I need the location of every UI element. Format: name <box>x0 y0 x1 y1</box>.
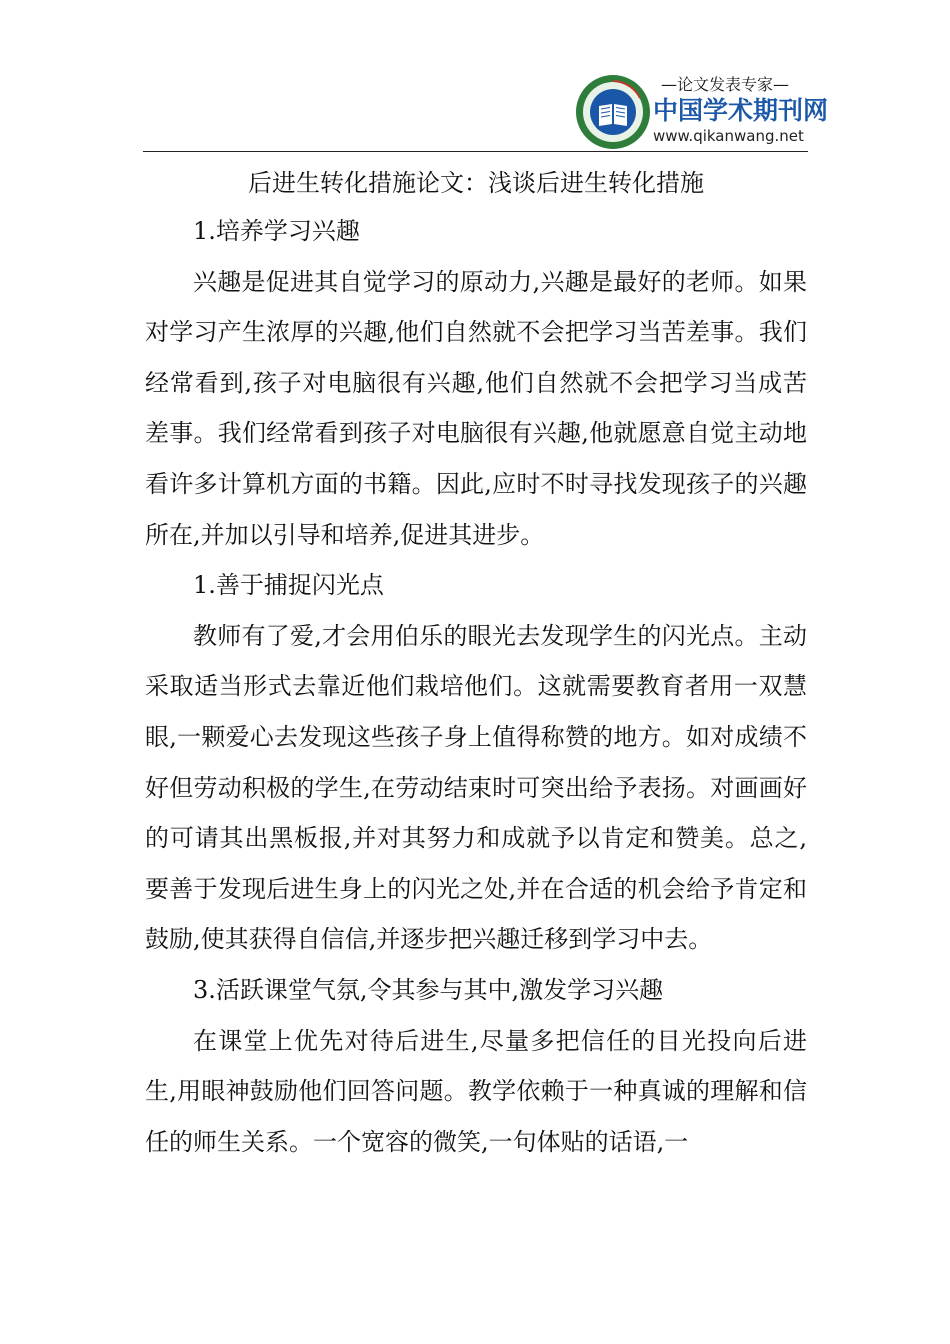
logo-url[interactable]: www.qikanwang.net <box>653 127 804 145</box>
article-title: 后进生转化措施论文：浅谈后进生转化措施 <box>248 169 704 197</box>
section-heading-1: 1.培养学习兴趣 <box>193 217 360 245</box>
paragraph-2: 教师有了爱,才会用伯乐的眼光去发现学生的闪光点。主动采取适当形式去靠近他们栽培他们。这就需要教育者用一双慧眼,一颗爱心去发现这些孩子身上值得称赞的地方。如对成绩不好但劳动积极的学生,在劳动结束时可突出给予表扬。对画画好的可请其出黑板报,并对其努力和成就予以肯定和赞美。总之,要善于发现后进生身上的闪光之处,并在合适的机会给予肯定和鼓励,使其获得自信信,并逐步把兴趣迁移到学习中去。 <box>145 621 807 954</box>
logo-tagline: —论文发表专家— <box>661 75 790 94</box>
paragraph-3: 在课堂上优先对待后进生,尽量多把信任的目光投向后进生,用眼神鼓励他们回答问题。教学依赖于一种真诚的理解和信任的师生关系。一个宽容的微笑,一句体贴的话语,一 <box>145 1026 807 1156</box>
logo-emblem-icon <box>575 74 651 150</box>
logo-text <box>653 74 829 146</box>
section-heading-3: 3.活跃课堂气氛,令其参与其中,激发学习兴趣 <box>193 975 664 1004</box>
header-divider <box>143 151 808 152</box>
section-heading-2: 1.善于捕捉闪光点 <box>193 571 384 600</box>
logo-name: 中国学术期刊网 <box>653 96 829 125</box>
site-logo[interactable] <box>575 74 829 150</box>
paragraph-1: 兴趣是促进其自觉学习的原动力,兴趣是最好的老师。如果对学习产生浓厚的兴趣,他们自然就不会把学习当苦差事。我们经常看到,孩子对电脑很有兴趣,他们自然就不会把学习当成苦差事。我们经常看到孩子对电脑很有兴趣,他就愿意自觉主动地看许多计算机方面的书籍。因此,应时不时寻找发现孩子的兴趣所在,并加以引导和培养,促进其进步。 <box>145 267 807 549</box>
article-body <box>145 160 807 1167</box>
